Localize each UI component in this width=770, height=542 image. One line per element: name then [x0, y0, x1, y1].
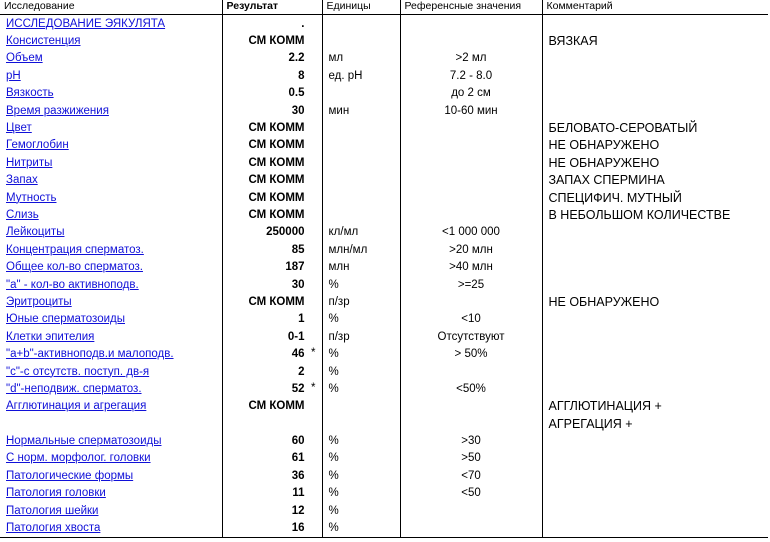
header-comment: Комментарий [542, 0, 768, 15]
reference-cell [400, 519, 542, 537]
result-value: СМ КОММ [248, 35, 305, 48]
result-value: 85 [291, 243, 305, 256]
test-name-cell [0, 172, 222, 189]
test-name-cell [0, 519, 222, 537]
test-name-link[interactable]: Лейкоциты [6, 226, 65, 239]
header-unit: Единицы [322, 0, 400, 15]
reference-cell: >=25 [400, 276, 542, 293]
unit-cell [322, 15, 400, 33]
reference-cell [400, 415, 542, 432]
unit-cell [322, 206, 400, 223]
unit-cell: ед. pH [322, 67, 400, 84]
table-row [0, 519, 768, 537]
reference-cell: <10 [400, 311, 542, 328]
unit-cell: % [322, 311, 400, 328]
comment-cell: БЕЛОВАТО-СЕРОВАТЫЙ [542, 119, 768, 136]
comment-cell: НЕ ОБНАРУЖЕНО [542, 293, 768, 310]
reference-cell: <50% [400, 380, 542, 397]
test-name-cell [0, 450, 222, 467]
table-row [0, 172, 768, 189]
result-cell [222, 432, 322, 449]
reference-cell [400, 15, 542, 33]
unit-cell [322, 415, 400, 432]
unit-cell [322, 137, 400, 154]
table-row [0, 67, 768, 84]
test-name-link[interactable]: Запах [6, 174, 38, 187]
result-value: 16 [291, 522, 305, 535]
test-name-cell [0, 328, 222, 345]
abnormal-flag: * [311, 382, 316, 395]
comment-cell [542, 311, 768, 328]
table-row [0, 415, 768, 432]
result-cell [222, 67, 322, 84]
result-cell [222, 293, 322, 310]
test-name-cell [0, 102, 222, 119]
result-value: СМ КОММ [248, 174, 305, 187]
comment-cell: ЗАПАХ СПЕРМИНА [542, 172, 768, 189]
result-cell [222, 189, 322, 206]
result-cell [222, 154, 322, 171]
reference-cell: >50 [400, 450, 542, 467]
table-row [0, 345, 768, 362]
header-result: Результат [222, 0, 322, 15]
reference-cell: >40 млн [400, 258, 542, 275]
test-name-link[interactable]: Патология головки [6, 487, 106, 500]
test-name-link[interactable]: Цвет [6, 122, 32, 135]
result-cell [222, 467, 322, 484]
result-cell [222, 15, 322, 33]
test-name-link[interactable]: Патологические формы [6, 469, 134, 482]
unit-cell: мин [322, 102, 400, 119]
comment-cell [542, 519, 768, 537]
test-name-link[interactable]: Патология шейки [6, 504, 99, 517]
result-value: 36 [291, 469, 305, 482]
unit-cell: млн/мл [322, 241, 400, 258]
comment-cell: АГРЕГАЦИЯ + [542, 415, 768, 432]
test-name-link[interactable]: Нитриты [6, 156, 53, 169]
unit-cell: % [322, 485, 400, 502]
comment-cell: В НЕБОЛЬШОМ КОЛИЧЕСТВЕ [542, 206, 768, 223]
table-row [0, 450, 768, 467]
test-name-link[interactable]: ИССЛЕДОВАНИЕ ЭЯКУЛЯТА [6, 17, 166, 30]
reference-cell: Отсутствуют [400, 328, 542, 345]
table-row [0, 50, 768, 67]
table-row [0, 328, 768, 345]
test-name-link[interactable]: Время разжижения [6, 104, 109, 117]
test-name-cell [0, 189, 222, 206]
result-value: 2 [298, 365, 305, 378]
reference-cell: 10-60 мин [400, 102, 542, 119]
test-name-cell [0, 485, 222, 502]
reference-cell [400, 206, 542, 223]
result-cell [222, 502, 322, 519]
reference-cell [400, 172, 542, 189]
result-cell [222, 363, 322, 380]
result-cell [222, 519, 322, 537]
table-row [0, 189, 768, 206]
result-value: 12 [291, 504, 305, 517]
table-row [0, 467, 768, 484]
result-cell [222, 172, 322, 189]
unit-cell: п/зр [322, 293, 400, 310]
comment-cell [542, 224, 768, 241]
reference-cell [400, 398, 542, 415]
comment-cell [542, 467, 768, 484]
table-row [0, 32, 768, 49]
table-row [0, 15, 768, 33]
reference-cell [400, 189, 542, 206]
result-value: 0.5 [288, 87, 305, 100]
comment-cell: НЕ ОБНАРУЖЕНО [542, 137, 768, 154]
result-cell [222, 258, 322, 275]
unit-cell [322, 398, 400, 415]
unit-cell [322, 119, 400, 136]
test-name-link[interactable]: "d"-неподвиж. сперматоз. [6, 382, 142, 395]
test-name-link[interactable]: Вязкость [6, 87, 54, 100]
test-name-cell [0, 258, 222, 275]
comment-cell [542, 276, 768, 293]
test-name-cell [0, 293, 222, 310]
test-name-cell [0, 502, 222, 519]
comment-cell [542, 345, 768, 362]
comment-cell [542, 502, 768, 519]
test-name-cell [0, 311, 222, 328]
comment-cell: АГГЛЮТИНАЦИЯ + [542, 398, 768, 415]
test-name-cell [0, 119, 222, 136]
unit-cell [322, 189, 400, 206]
table-row [0, 206, 768, 223]
test-name-cell [0, 363, 222, 380]
result-value: СМ КОММ [248, 295, 305, 308]
unit-cell: мл [322, 50, 400, 67]
test-name-cell [0, 32, 222, 49]
table-row [0, 137, 768, 154]
reference-cell: >30 [400, 432, 542, 449]
result-value: 60 [291, 435, 305, 448]
test-name-cell [0, 67, 222, 84]
comment-cell: СПЕЦИФИЧ. МУТНЫЙ [542, 189, 768, 206]
result-value: 8 [298, 69, 305, 82]
reference-cell [400, 293, 542, 310]
unit-cell: % [322, 432, 400, 449]
unit-cell: % [322, 380, 400, 397]
test-name-link[interactable]: Клетки эпителия [6, 330, 95, 343]
reference-cell [400, 119, 542, 136]
test-name-cell [0, 432, 222, 449]
unit-cell: млн [322, 258, 400, 275]
comment-cell [542, 102, 768, 119]
result-cell [222, 137, 322, 154]
comment-cell: ВЯЗКАЯ [542, 32, 768, 49]
test-name-cell [0, 15, 222, 33]
result-value: СМ КОММ [248, 139, 305, 152]
test-name-link[interactable]: Объем [6, 52, 43, 65]
reference-cell [400, 32, 542, 49]
reference-cell: <50 [400, 485, 542, 502]
table-row [0, 102, 768, 119]
table-row [0, 502, 768, 519]
result-value: 52 [291, 382, 305, 395]
reference-cell: >2 мл [400, 50, 542, 67]
reference-cell: <70 [400, 467, 542, 484]
reference-cell [400, 137, 542, 154]
unit-cell: % [322, 345, 400, 362]
unit-cell [322, 32, 400, 49]
header-row [0, 0, 768, 15]
test-name-cell [0, 85, 222, 102]
table-row [0, 380, 768, 397]
test-name-link[interactable]: Юные сперматозоиды [6, 313, 125, 326]
comment-cell [542, 85, 768, 102]
result-cell [222, 241, 322, 258]
reference-cell: 7.2 - 8.0 [400, 67, 542, 84]
reference-cell: >20 млн [400, 241, 542, 258]
test-name-link[interactable]: Слизь [6, 208, 39, 221]
test-name-cell [0, 241, 222, 258]
unit-cell [322, 85, 400, 102]
result-cell [222, 50, 322, 67]
unit-cell: % [322, 363, 400, 380]
test-name-cell [0, 415, 222, 432]
abnormal-flag: * [311, 347, 316, 360]
test-name-link[interactable]: Агглютинация и агрегация [6, 400, 147, 413]
table-row [0, 154, 768, 171]
result-value: 11 [292, 487, 305, 500]
reference-cell: > 50% [400, 345, 542, 362]
test-name-cell [0, 276, 222, 293]
comment-cell [542, 15, 768, 33]
result-cell [222, 345, 322, 362]
table-row [0, 85, 768, 102]
comment-cell [542, 67, 768, 84]
test-name-cell [0, 154, 222, 171]
reference-cell: до 2 см [400, 85, 542, 102]
reference-cell [400, 363, 542, 380]
test-name-link[interactable]: "а" - кол-во активноподв. [6, 278, 139, 291]
test-name-cell [0, 137, 222, 154]
test-name-link[interactable]: "c"-с отсутств. поступ. дв-я [6, 365, 150, 378]
result-cell [222, 276, 322, 293]
header-test: Исследование [0, 0, 222, 15]
result-value: СМ КОММ [248, 156, 305, 169]
comment-cell [542, 432, 768, 449]
reference-cell: <1 000 000 [400, 224, 542, 241]
header-ref: Референсные значения [400, 0, 542, 15]
result-value: . [301, 17, 305, 30]
results-body [0, 15, 768, 538]
test-name-link[interactable]: Общее кол-во сперматоз. [6, 261, 143, 274]
test-name-cell [0, 50, 222, 67]
test-name-cell [0, 380, 222, 397]
result-cell [222, 32, 322, 49]
test-name-cell [0, 398, 222, 415]
comment-cell [542, 485, 768, 502]
test-name-link[interactable]: Нормальные сперматозоиды [6, 435, 162, 448]
comment-cell [542, 363, 768, 380]
comment-cell [542, 50, 768, 67]
result-value: СМ КОММ [248, 208, 305, 221]
result-value: 187 [285, 261, 305, 274]
table-row [0, 276, 768, 293]
unit-cell: % [322, 467, 400, 484]
result-cell [222, 102, 322, 119]
result-cell [222, 485, 322, 502]
result-value: 61 [291, 452, 305, 465]
test-name-link[interactable]: Консистенция [6, 35, 81, 48]
test-name-link[interactable]: Патология хвоста [6, 522, 101, 535]
test-name-cell [0, 206, 222, 223]
result-cell [222, 328, 322, 345]
result-value: 250000 [266, 226, 305, 239]
result-value: 30 [291, 104, 305, 117]
test-name-cell [0, 224, 222, 241]
unit-cell: % [322, 519, 400, 537]
test-name-link[interactable]: Эритроциты [6, 295, 72, 308]
result-cell [222, 224, 322, 241]
table-row [0, 293, 768, 310]
comment-cell [542, 450, 768, 467]
test-name-link[interactable]: pH [6, 69, 21, 82]
result-cell [222, 450, 322, 467]
table-row [0, 432, 768, 449]
result-value: СМ КОММ [248, 400, 305, 413]
result-value: СМ КОММ [248, 122, 305, 135]
comment-cell: НЕ ОБНАРУЖЕНО [542, 154, 768, 171]
table-row [0, 258, 768, 275]
unit-cell [322, 172, 400, 189]
result-cell [222, 206, 322, 223]
unit-cell: % [322, 450, 400, 467]
test-name-link[interactable]: Гемоглобин [6, 139, 69, 152]
result-cell [222, 380, 322, 397]
result-value: 0-1 [287, 330, 305, 343]
result-value: 1 [298, 313, 305, 326]
table-row [0, 363, 768, 380]
test-name-link[interactable]: Концентрация сперматоз. [6, 243, 144, 256]
result-value: СМ КОММ [248, 191, 305, 204]
table-row [0, 119, 768, 136]
result-cell [222, 398, 322, 415]
comment-cell [542, 258, 768, 275]
comment-cell [542, 241, 768, 258]
result-value: 30 [291, 278, 305, 291]
table-row [0, 398, 768, 415]
result-cell [222, 85, 322, 102]
unit-cell [322, 154, 400, 171]
unit-cell: % [322, 276, 400, 293]
reference-cell [400, 502, 542, 519]
reference-cell [400, 154, 542, 171]
unit-cell: % [322, 502, 400, 519]
result-value: 2.2 [288, 52, 305, 65]
result-cell [222, 415, 322, 432]
table-row [0, 241, 768, 258]
table-row [0, 311, 768, 328]
test-name-link[interactable]: С норм. морфолог. головки [6, 452, 151, 465]
result-value: 46 [291, 348, 305, 361]
unit-cell: п/зр [322, 328, 400, 345]
comment-cell [542, 328, 768, 345]
test-name-link[interactable]: "а+b"-активноподв.и малоподв. [6, 348, 174, 361]
result-cell [222, 119, 322, 136]
result-cell [222, 311, 322, 328]
table-row [0, 224, 768, 241]
comment-cell [542, 380, 768, 397]
test-name-cell [0, 467, 222, 484]
table-row [0, 485, 768, 502]
test-name-cell [0, 345, 222, 362]
unit-cell: кл/мл [322, 224, 400, 241]
test-name-link[interactable]: Мутность [6, 191, 57, 204]
